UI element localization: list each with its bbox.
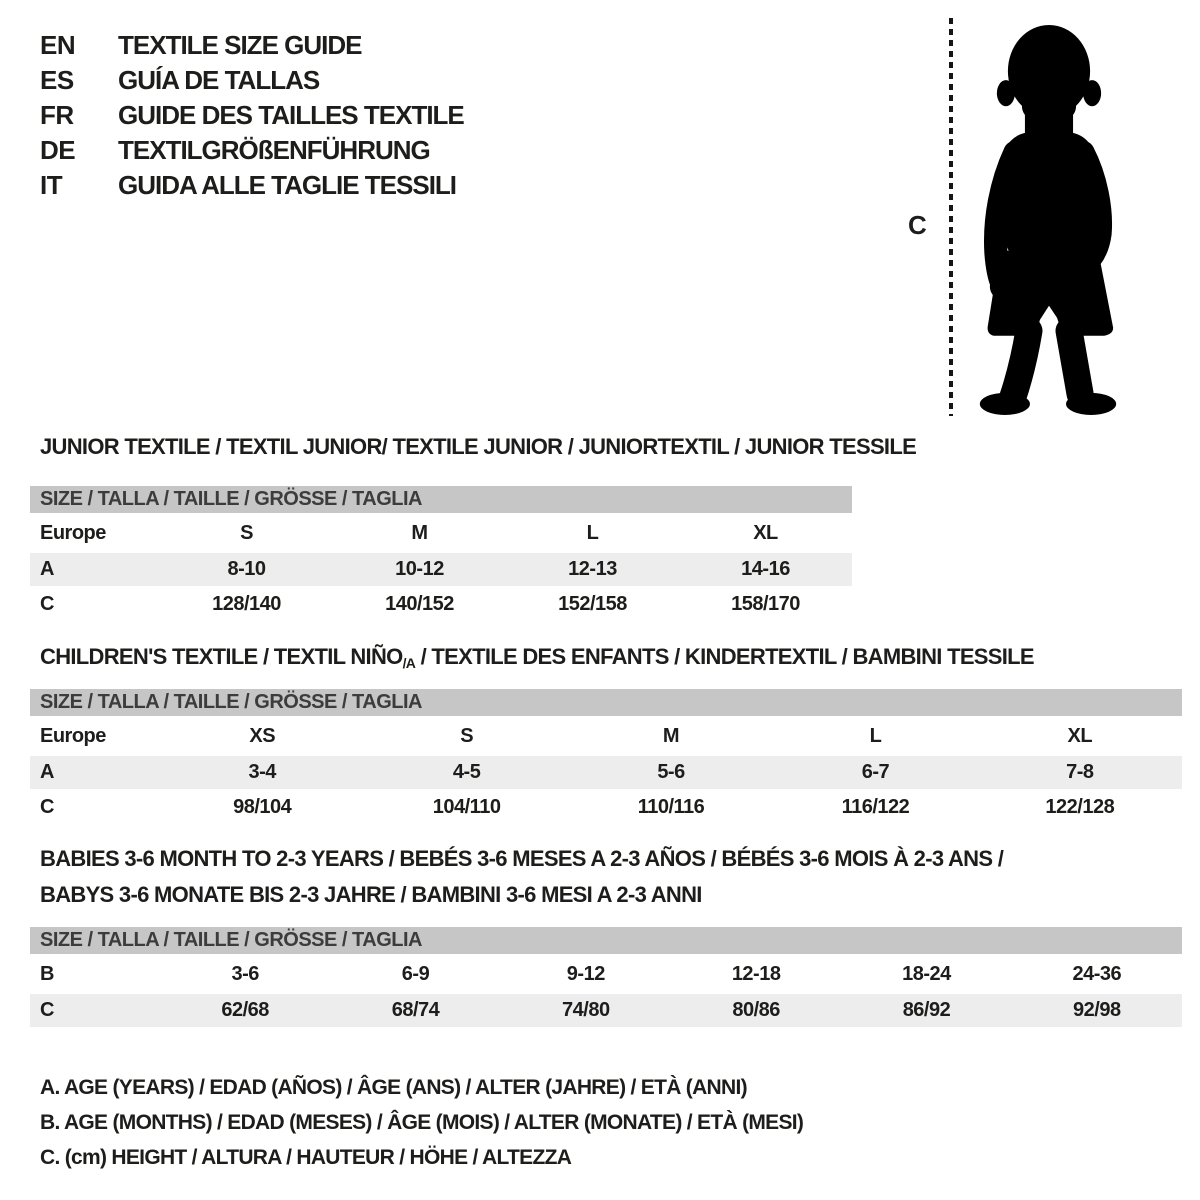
value-cell: XL xyxy=(753,522,778,544)
value-cell: 62/68 xyxy=(221,999,269,1021)
toddler-silhouette-icon xyxy=(960,14,1142,425)
table-row xyxy=(30,994,1182,1027)
row-label-cell: C xyxy=(40,593,54,615)
value-cell: 128/140 xyxy=(212,593,281,615)
babies-section-heading-line2: BABYS 3-6 MONATE BIS 2-3 JAHRE / BAMBINI 3-6 MESI A 2-3 ANNI xyxy=(40,882,702,907)
legend-line-b: B. AGE (MONTHS) / EDAD (MESES) / ÂGE (MOIS) / ALTER (MONATE) / ETÀ (MESI) xyxy=(40,1111,804,1134)
value-cell: 14-16 xyxy=(741,558,790,580)
size-header-bar: SIZE / TALLA / TAILLE / GRÖSSE / TAGLIA xyxy=(30,927,1182,954)
size-header-bar: SIZE / TALLA / TAILLE / GRÖSSE / TAGLIA xyxy=(30,486,852,513)
value-cell: S xyxy=(460,725,474,747)
childrens-heading-rest: / TEXTILE DES ENFANTS / KINDERTEXTIL / BAMBINI TESSILE xyxy=(415,644,1034,669)
table-row xyxy=(30,756,1182,789)
language-row xyxy=(40,133,464,168)
table-row xyxy=(30,588,852,621)
junior-size-table xyxy=(30,486,852,623)
legend-line-c: C. (cm) HEIGHT / ALTURA / HAUTEUR / HÖHE / ALTEZZA xyxy=(40,1146,572,1169)
row-label-cell: Europe xyxy=(40,725,106,747)
size-header-bar: SIZE / TALLA / TAILLE / GRÖSSE / TAGLIA xyxy=(30,689,1182,716)
value-cell: 9-12 xyxy=(566,963,605,985)
childrens-heading-subscript: /A xyxy=(402,655,416,671)
language-code: FR xyxy=(40,100,74,130)
value-cell: XL xyxy=(1067,725,1093,747)
value-cell: S xyxy=(240,522,253,544)
language-code: EN xyxy=(40,30,76,60)
value-cell: 116/122 xyxy=(841,796,910,818)
value-cell: 110/116 xyxy=(637,796,705,818)
value-cell: L xyxy=(586,522,599,544)
row-label-cell: A xyxy=(40,558,54,580)
value-cell: 12-13 xyxy=(568,558,617,580)
childrens-section-heading xyxy=(40,644,1034,671)
value-cell: 18-24 xyxy=(902,963,951,985)
height-measure-dashed-line xyxy=(949,18,953,416)
legend-line-a: A. AGE (YEARS) / EDAD (AÑOS) / ÂGE (ANS) / ALTER (JAHRE) / ETÀ (ANNI) xyxy=(40,1076,747,1099)
value-cell: 74/80 xyxy=(562,999,610,1021)
value-cell: M xyxy=(411,522,428,544)
language-code: IT xyxy=(40,170,63,200)
language-title: TEXTILE SIZE GUIDE xyxy=(118,30,362,60)
value-cell: M xyxy=(662,725,680,747)
junior-section-heading: JUNIOR TEXTILE / TEXTIL JUNIOR/ TEXTILE JUNIOR / JUNIORTEXTIL / JUNIOR TESSILE xyxy=(40,434,917,459)
table-row xyxy=(30,516,852,551)
language-list xyxy=(40,28,464,203)
row-label-cell: C xyxy=(40,796,54,818)
babies-section-heading-line1: BABIES 3-6 MONTH TO 2-3 YEARS / BEBÉS 3-6 MESES A 2-3 AÑOS / BÉBÉS 3-6 MOIS À 2-3 ANS / xyxy=(40,846,1004,871)
value-cell: 68/74 xyxy=(391,999,440,1021)
value-cell: 3-6 xyxy=(231,963,259,985)
language-title: GUIDA ALLE TAGLIE TESSILI xyxy=(118,170,457,200)
language-row xyxy=(40,28,464,63)
table-row xyxy=(30,791,1182,824)
value-cell: L xyxy=(869,725,882,747)
value-cell: 24-36 xyxy=(1072,963,1122,985)
childrens-size-table xyxy=(30,689,1182,826)
value-cell: 10-12 xyxy=(395,558,444,580)
language-code: ES xyxy=(40,65,74,95)
value-cell: 5-6 xyxy=(657,761,685,783)
value-cell: 4-5 xyxy=(452,761,481,783)
value-cell: 158/170 xyxy=(731,593,800,615)
row-label-cell: C xyxy=(40,999,54,1021)
value-cell: 3-4 xyxy=(248,761,276,783)
language-row xyxy=(40,168,464,203)
table-row xyxy=(30,719,1182,754)
value-cell: 122/128 xyxy=(1045,796,1115,818)
babies-size-table xyxy=(30,927,1182,1029)
table-row xyxy=(30,553,852,586)
value-cell: 98/104 xyxy=(233,796,292,818)
row-label-cell: Europe xyxy=(40,522,106,544)
language-title: TEXTILGRÖßENFÜHRUNG xyxy=(118,135,430,165)
value-cell: 8-10 xyxy=(227,558,266,580)
measurement-c-label: C xyxy=(908,210,927,240)
value-cell: 7-8 xyxy=(1066,761,1094,783)
table-row xyxy=(30,957,1182,992)
value-cell: 86/92 xyxy=(902,999,951,1021)
value-cell: 6-9 xyxy=(401,963,430,985)
language-code: DE xyxy=(40,135,76,165)
value-cell: 104/110 xyxy=(432,796,501,818)
value-cell: 6-7 xyxy=(861,761,890,783)
row-label-cell: A xyxy=(40,761,54,783)
row-label-cell: B xyxy=(40,963,54,985)
value-cell: 152/158 xyxy=(558,593,627,615)
value-cell: 92/98 xyxy=(1073,999,1121,1021)
value-cell: 12-18 xyxy=(731,963,781,985)
value-cell: 140/152 xyxy=(385,593,454,615)
language-title: GUÍA DE TALLAS xyxy=(118,65,320,95)
childrens-heading-main: CHILDREN'S TEXTILE / TEXTIL NIÑO xyxy=(40,644,403,669)
value-cell: 80/86 xyxy=(732,999,780,1021)
language-row xyxy=(40,98,464,133)
language-title: GUIDE DES TAILLES TEXTILE xyxy=(118,100,464,130)
value-cell: XS xyxy=(249,725,276,747)
language-row xyxy=(40,63,464,98)
